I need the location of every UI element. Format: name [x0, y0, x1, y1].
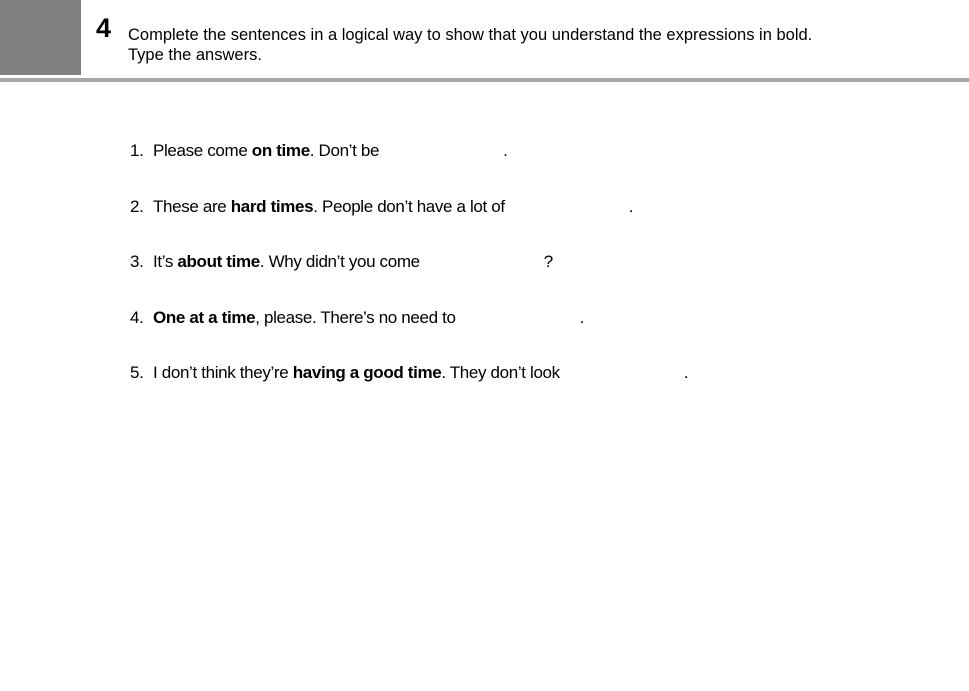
sentence-text-after: . Don’t be: [309, 141, 380, 160]
sentence-text-before: It’s: [153, 252, 178, 271]
instruction-line-1: Complete the sentences in a logical way to show that you understand the expressions in bold.: [128, 26, 813, 44]
sentence-item-2: [130, 194, 688, 250]
item-number: 1.: [130, 141, 144, 160]
sentence-text-before: Please come: [153, 141, 252, 160]
instruction-line-2: Type the answers.: [128, 46, 262, 64]
sentence-text-after: . People don’t have a lot of: [313, 196, 505, 216]
answer-input-4[interactable]: [456, 307, 580, 329]
item-number: 4.: [130, 307, 144, 327]
bold-expression: about time: [177, 252, 260, 271]
sentence-end-punctuation: .: [503, 141, 508, 160]
header-block: [0, 0, 81, 75]
answer-input-1[interactable]: [379, 141, 503, 163]
bold-expression: One at a time: [153, 307, 256, 327]
header-divider: [0, 78, 969, 82]
item-number: 2.: [130, 196, 144, 216]
sentence-list: [130, 138, 688, 416]
sentence-item-1: [130, 138, 688, 194]
sentence-item-5: [130, 360, 688, 416]
sentence-item-3: [130, 249, 688, 305]
exercise-number: 4: [96, 13, 112, 43]
sentence-text-before: These are: [153, 196, 231, 216]
answer-input-2[interactable]: [505, 196, 629, 218]
item-number: 5.: [130, 363, 144, 382]
sentence-text-after: , please. There’s no need to: [255, 307, 456, 327]
sentence-text-after: . They don’t look: [441, 363, 560, 382]
sentence-text-after: . Why didn’t you come: [259, 252, 420, 271]
answer-input-5[interactable]: [560, 363, 684, 385]
sentence-item-4: [130, 305, 688, 361]
item-number: 3.: [130, 252, 144, 271]
sentence-end-punctuation: .: [628, 196, 634, 216]
sentence-end-punctuation: .: [683, 363, 689, 382]
answer-input-3[interactable]: [420, 252, 544, 274]
exercise-instructions: [128, 25, 812, 65]
bold-expression: on time: [251, 141, 310, 160]
sentence-end-punctuation: .: [579, 307, 584, 327]
sentence-text-before: I don’t think they’re: [153, 363, 293, 382]
bold-expression: hard times: [230, 196, 314, 216]
sentence-end-punctuation: ?: [543, 252, 553, 271]
bold-expression: having a good time: [292, 363, 442, 382]
